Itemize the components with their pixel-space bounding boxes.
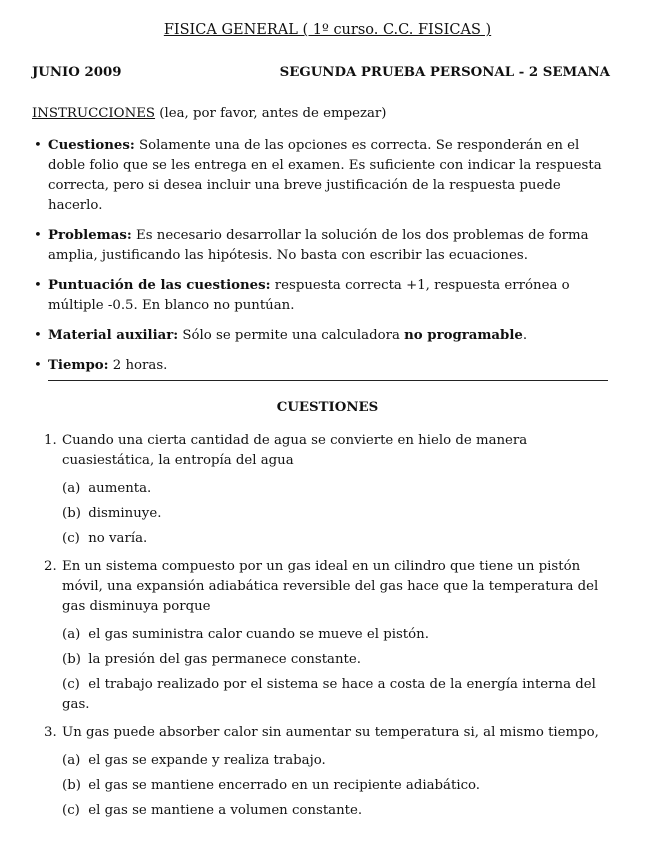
title-text: FISICA GENERAL ( 1º curso. C.C. FISICAS ) <box>163 22 492 38</box>
option <box>62 751 612 771</box>
bullet-icon: • <box>34 328 42 343</box>
option <box>62 479 612 499</box>
option-label: (c) <box>62 531 80 546</box>
question-number: 2. <box>44 559 57 574</box>
option-list <box>62 479 612 549</box>
question <box>44 723 612 821</box>
option-text: la presión del gas permanece constante. <box>88 652 361 667</box>
option-text: el gas suministra calor cuando se mueve el pistón. <box>88 627 429 642</box>
option-text: el gas se mantiene a volumen constante. <box>88 803 363 818</box>
option <box>62 776 612 796</box>
instruction-tail: . <box>522 328 528 343</box>
question <box>44 557 612 715</box>
option <box>62 625 612 645</box>
instruction-label: Problemas: <box>48 228 132 243</box>
instructions-heading: INSTRUCCIONES <box>32 106 156 121</box>
instruction-item <box>34 226 613 266</box>
option <box>62 504 612 524</box>
instruction-label: Puntuación de las cuestiones: <box>48 278 271 293</box>
instruction-label: Material auxiliar: <box>48 328 179 343</box>
question <box>44 431 612 549</box>
question-text: En un sistema compuesto por un gas ideal en un cilindro que tiene un pistón móvil, una expansión adiabática reversible del gas hace que la temperatura del gas disminuya porque <box>62 559 599 614</box>
option-list <box>62 625 612 715</box>
instruction-text: Solamente una de las opciones es correcta. Se responderán en el doble folio que se les entrega en el examen. Es suficiente con indicar la respuesta correcta, pero si desea incluir una breve justificación de la respuesta puede hacerlo. <box>48 138 602 213</box>
option-text: el gas se expande y realiza trabajo. <box>88 753 326 768</box>
option <box>62 801 612 821</box>
option <box>62 675 612 715</box>
instruction-list <box>34 136 613 386</box>
option <box>62 529 612 549</box>
instruction-label: Tiempo: <box>48 358 109 373</box>
question-text: Cuando una cierta cantidad de agua se convierte en hielo de manera cuasiestática, la entropía del agua <box>62 433 528 468</box>
option-label: (c) <box>62 677 80 692</box>
option-label: (a) <box>62 627 81 642</box>
option-label: (a) <box>62 753 81 768</box>
instruction-item <box>34 326 613 346</box>
bullet-icon: • <box>34 228 42 243</box>
exam-name: SEGUNDA PRUEBA PERSONAL - 2 SEMANA <box>279 65 610 80</box>
divider <box>48 380 608 381</box>
instruction-item <box>34 356 613 376</box>
question-text: Un gas puede absorber calor sin aumentar su temperatura si, al mismo tiempo, <box>62 725 599 740</box>
option-label: (c) <box>62 803 80 818</box>
instruction-item <box>34 276 613 316</box>
option-label: (b) <box>62 506 81 521</box>
section-title: CUESTIONES <box>276 400 379 415</box>
option-text: no varía. <box>88 531 148 546</box>
instructions-line <box>32 104 612 124</box>
option <box>62 650 612 670</box>
exam-date: JUNIO 2009 <box>32 65 122 80</box>
instruction-text: Sólo se permite una calculadora <box>178 328 405 343</box>
question-number: 3. <box>44 725 57 740</box>
bullet-icon: • <box>34 138 42 153</box>
option-label: (b) <box>62 778 81 793</box>
question-number: 1. <box>44 433 57 448</box>
option-list <box>62 751 612 821</box>
bullet-icon: • <box>34 278 42 293</box>
bullet-icon: • <box>34 358 42 373</box>
instruction-text: Es necesario desarrollar la solución de los dos problemas de forma amplia, justificando las hipótesis. No basta con escribir las ecuaciones. <box>48 228 589 263</box>
instructions-note: (lea, por favor, antes de empezar) <box>155 106 387 121</box>
instruction-text: 2 horas. <box>108 358 168 373</box>
question-list <box>44 431 612 829</box>
instruction-label: Cuestiones: <box>48 138 135 153</box>
option-text: aumenta. <box>88 481 152 496</box>
instruction-text: respuesta correcta +1, respuesta errónea o múltiple -0.5. En blanco no puntúan. <box>48 278 570 313</box>
option-text: disminuye. <box>88 506 162 521</box>
option-label: (b) <box>62 652 81 667</box>
option-text: el trabajo realizado por el sistema se hace a costa de la energía interna del gas. <box>62 677 596 712</box>
instruction-bold-tail: no programable <box>404 328 523 343</box>
option-label: (a) <box>62 481 81 496</box>
instruction-item <box>34 136 613 216</box>
page-title <box>0 20 655 40</box>
option-text: el gas se mantiene encerrado en un recipiente adiabático. <box>88 778 481 793</box>
